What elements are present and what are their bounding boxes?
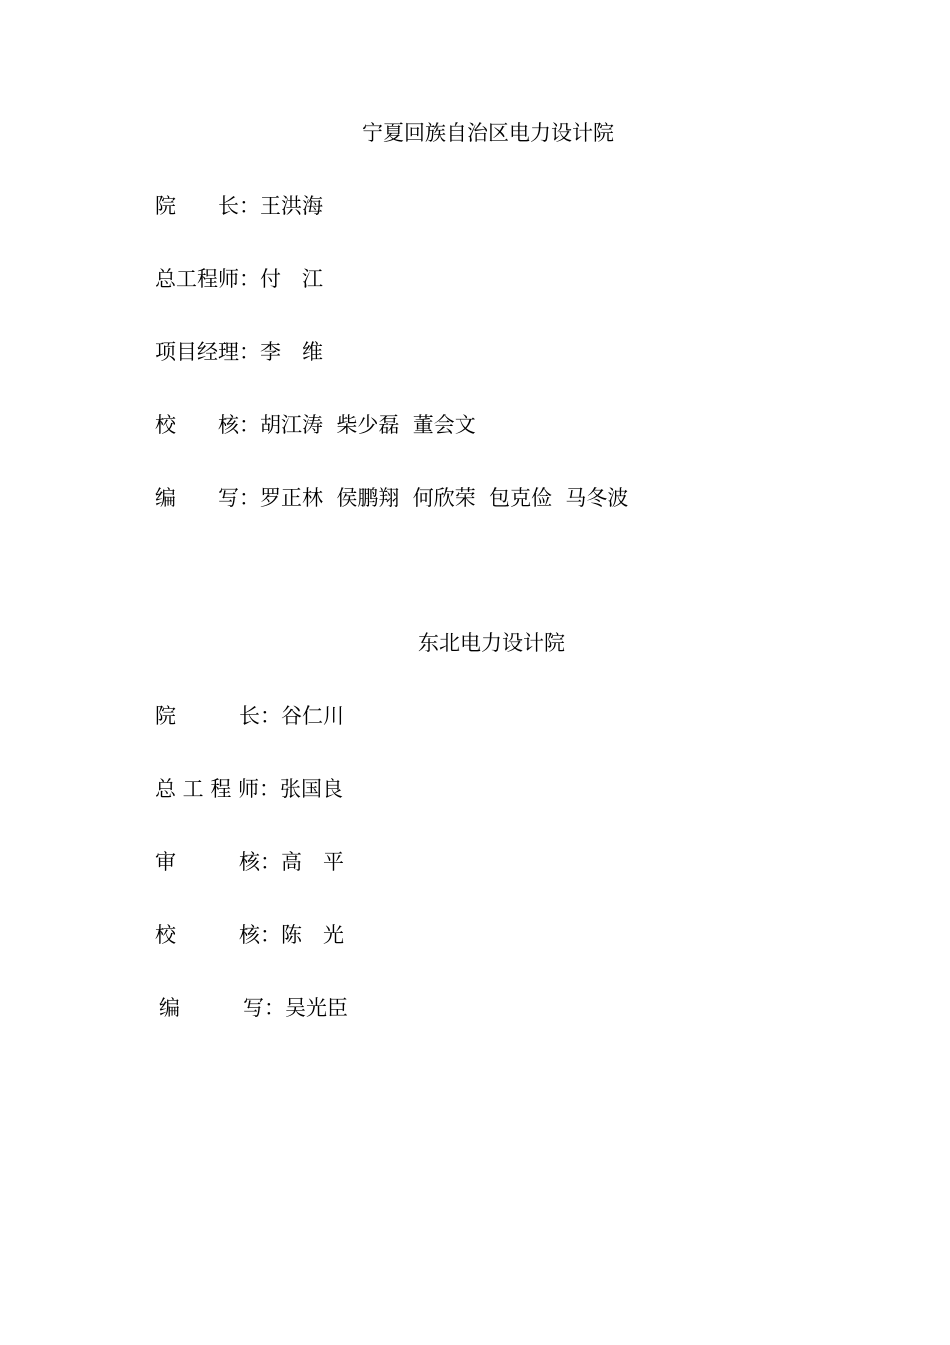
row-value: 王洪海 [260,194,323,218]
section1-row-dean [155,193,323,219]
row-value: 张国良 [280,777,344,801]
row-label: 编 写： [159,996,285,1020]
section1-title: 宁夏回族自治区电力设计院 [362,121,614,145]
row-value: 付 江 [260,267,323,291]
row-value: 吴光臣 [285,996,348,1020]
section1-row-writer [155,485,628,511]
section1-row-checker [155,412,476,438]
section1-row-project-manager [155,339,323,365]
row-value: 谷仁川 [281,704,344,728]
row-label: 校 核： [155,413,260,437]
row-value: 陈 光 [281,923,344,947]
row-value: 李 维 [260,340,323,364]
section1-row-chief-engineer [155,266,323,292]
row-label: 总 工 程 师： [155,777,281,801]
section2-row-reviewer [155,849,344,875]
row-label: 总工程师： [155,267,260,291]
row-label: 编 写： [155,486,260,510]
section2-title: 东北电力设计院 [418,631,565,655]
row-value: 胡江涛 柴少磊 董会文 [260,413,476,437]
section2-row-checker [155,922,344,948]
section2-row-chief-engineer [155,776,343,802]
row-label: 校 核： [155,923,281,947]
row-label: 院 长： [155,194,260,218]
row-label: 院 长： [155,704,281,728]
row-label: 审 核： [155,850,281,874]
row-value: 高 平 [281,850,344,874]
section2-row-dean [155,703,344,729]
section2-row-writer [159,995,348,1021]
row-label: 项目经理： [155,340,260,364]
row-value: 罗正林 侯鹏翔 何欣荣 包克俭 马冬波 [260,486,629,510]
